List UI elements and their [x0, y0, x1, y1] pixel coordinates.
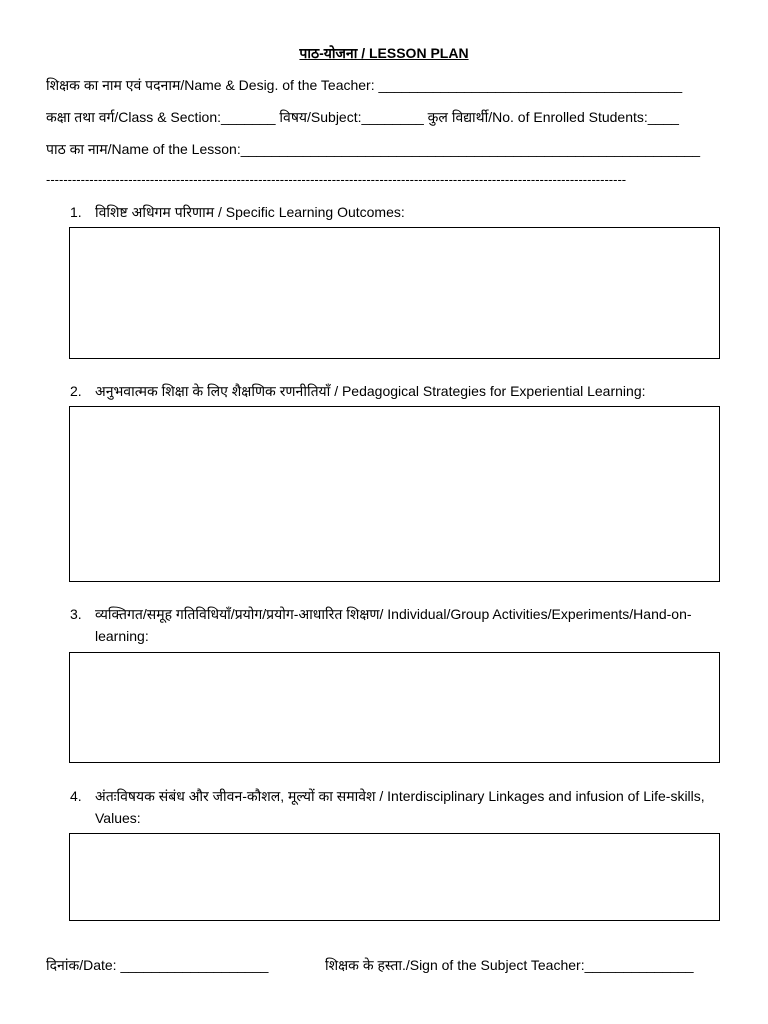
section-number: 3.: [70, 606, 82, 622]
section-heading: अंतःविषयक संबंध और जीवन-कौशल, मूल्यों का समावेश / Interdisciplinary Linkages and infusion of Life-skills, Values:: [95, 788, 705, 826]
date-field[interactable]: दिनांक/Date: ___________________: [46, 957, 269, 973]
page-title: पाठ-योजना / LESSON PLAN: [299, 45, 469, 61]
learning-outcomes-box[interactable]: [69, 227, 720, 359]
section-interdisciplinary-linkages: [70, 785, 722, 829]
section-number: 4.: [70, 788, 82, 804]
teacher-signature-field[interactable]: शिक्षक के हस्ता./Sign of the Subject Teacher:______________: [325, 957, 694, 973]
pedagogical-strategies-box[interactable]: [69, 406, 720, 582]
activities-box[interactable]: [69, 652, 720, 763]
teacher-name-field[interactable]: शिक्षक का नाम एवं पदनाम/Name & Desig. of the Teacher: _______________________________________: [46, 77, 683, 93]
section-heading: अनुभवात्मक शिक्षा के लिए शैक्षणिक रणनीतियाँ / Pedagogical Strategies for Experiential Learning:: [95, 383, 646, 399]
dashed-separator: --------------------------------------------------------------------------------------------------------------------------------------: [46, 172, 627, 187]
section-heading: विशिष्ट अधिगम परिणाम / Specific Learning Outcomes:: [95, 204, 405, 220]
section-pedagogical-strategies: [70, 380, 722, 402]
section-number: 2.: [70, 383, 82, 399]
section-learning-outcomes: [70, 201, 722, 223]
section-activities: [70, 603, 722, 647]
lesson-name-field[interactable]: पाठ का नाम/Name of the Lesson:___________________________________________________________: [46, 141, 701, 157]
class-subject-students-field[interactable]: कक्षा तथा वर्ग/Class & Section:_______ विषय/Subject:________ कुल विद्यार्थी/No. of Enrolled Students:____: [46, 109, 679, 125]
section-number: 1.: [70, 204, 82, 220]
interdisciplinary-linkages-box[interactable]: [69, 833, 720, 921]
section-heading: व्यक्तिगत/समूह गतिविधियाँ/प्रयोग/प्रयोग-आधारित शिक्षण/ Individual/Group Activities/Experiments/Hand-on-learning:: [95, 606, 692, 644]
